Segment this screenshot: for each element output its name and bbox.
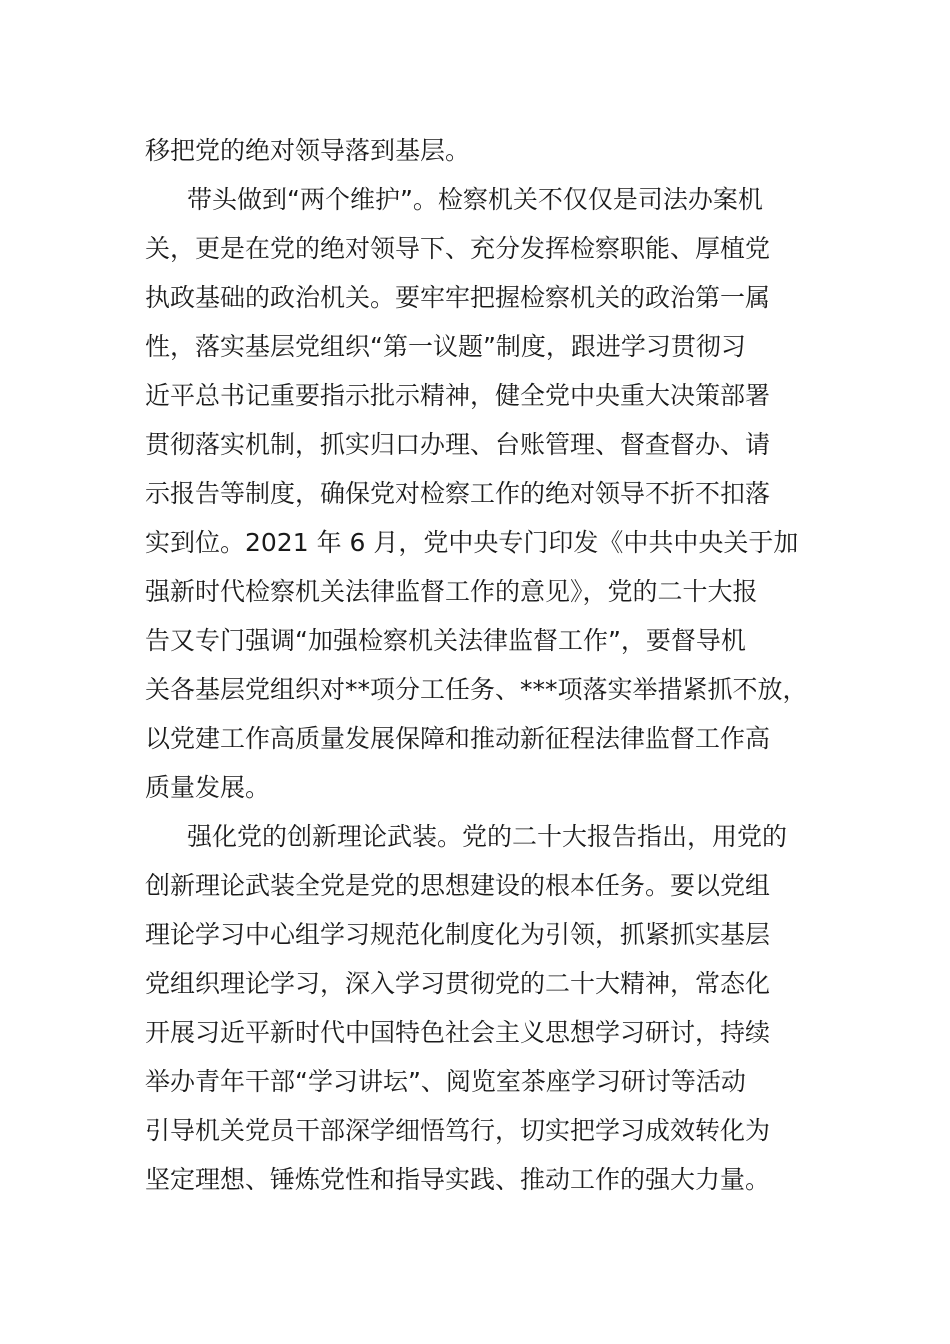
text-line-3: 关，更是在党的绝对领导下、充分发挥检察职能、厚植党 [145, 234, 771, 263]
text-line-17: 理论学习中心组学习规范化制度化为引领，抓紧抓实基层 [145, 920, 771, 949]
text-line-4: 执政基础的政治机关。要牢牢把握检察机关的政治第一属 [145, 283, 771, 312]
text-line-1: 移把党的绝对领导落到基层。 [145, 136, 471, 165]
text-line-6: 近平总书记重要指示批示精神，健全党中央重大决策部署 [145, 381, 771, 410]
text-line-9: 实到位。2021 年 6 月，党中央专门印发《中共中央关于加 [145, 528, 799, 557]
text-line-14: 质量发展。 [145, 773, 271, 802]
paragraph-heading-line: 强化党的创新理论武装。党的二十大报告指出，用党的 [187, 822, 788, 851]
text-line-22: 坚定理想、锤炼党性和指导实践、推动工作的强大力量。 [145, 1165, 771, 1194]
text-line-5: 性，落实基层党组织“第一议题”制度，跟进学习贯彻习 [145, 332, 746, 361]
text-line-19: 开展习近平新时代中国特色社会主义思想学习研讨，持续 [145, 1018, 771, 1047]
text-line-10: 强新时代检察机关法律监督工作的意见》，党的二十大报 [145, 577, 758, 606]
text-line-21: 引导机关党员干部深学细悟笃行，切实把学习成效转化为 [145, 1116, 771, 1145]
text-line-8: 示报告等制度，确保党对检察工作的绝对领导不折不扣落 [145, 479, 771, 508]
text-line-16: 创新理论武装全党是党的思想建设的根本任务。要以党组 [145, 871, 771, 900]
text-line-7: 贯彻落实机制，抓实归口办理、台账管理、督查督办、请 [145, 430, 771, 459]
text-line-20: 举办青年干部“学习讲坛”、阅览室茶座学习研讨等活动 [145, 1067, 746, 1096]
text-line-11: 告又专门强调“加强检察机关法律监督工作”，要督导机 [145, 626, 746, 655]
text-line-12: 关各基层党组织对**项分工任务、***项落实举措紧抓不放， [145, 675, 808, 704]
text-line-18: 党组织理论学习，深入学习贯彻党的二十大精神，常态化 [145, 969, 771, 998]
paragraph-heading-line: 带头做到“两个维护”。检察机关不仅仅是司法办案机 [187, 185, 763, 214]
text-line-13: 以党建工作高质量发展保障和推动新征程法律监督工作高 [145, 724, 771, 753]
document-body [145, 126, 815, 1204]
